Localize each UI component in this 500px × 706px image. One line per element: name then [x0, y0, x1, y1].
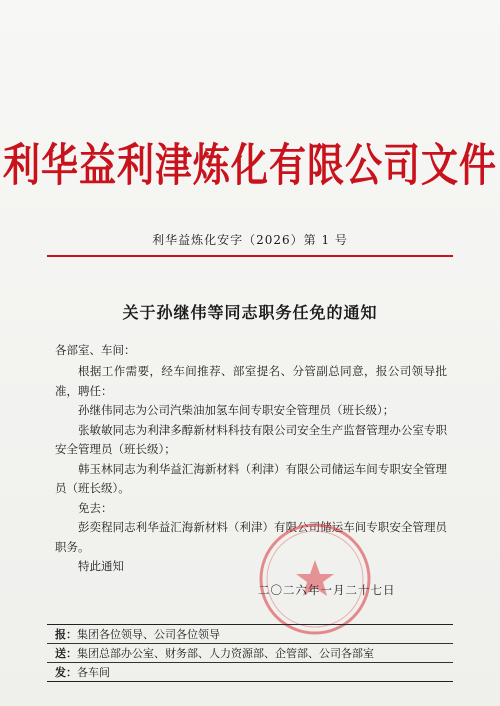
- paragraph: 特此通知: [78, 559, 124, 573]
- distribution-row: [47, 663, 453, 682]
- document-header-title: 利华益利津炼化有限公司文件: [3, 138, 497, 192]
- paragraph: 彭奕程同志利华益汇海新材料（利津）有限公司储运车间专职安全管理员职务。: [55, 520, 447, 554]
- notice-title: 关于孙继伟等同志职务任免的通知: [122, 303, 378, 322]
- distribution-list: [47, 624, 453, 682]
- header-red-rule: [47, 255, 453, 257]
- distribution-label: 发：: [55, 666, 77, 679]
- paragraph: 张敏敏同志为利津多醇新材料科技有限公司安全生产监督管理办公室专职安全管理员（班长级）；: [55, 422, 447, 456]
- paragraph: 孙继伟同志为公司汽柴油加氢车间专职安全管理员（班长级）；: [78, 403, 395, 417]
- distribution-label: 送：: [55, 647, 77, 660]
- paragraph: 韩玉林同志为利华益汇海新材料（利津）有限公司储运车间专职安全管理员（班长级）。: [55, 461, 447, 495]
- distribution-row: [47, 625, 453, 644]
- salutation: 各部室、车间：: [55, 343, 136, 357]
- document-number: 利华益炼化安字（2026）第 1 号: [152, 233, 348, 247]
- distribution-value: 集团各位领导、公司各位领导: [77, 628, 220, 641]
- distribution-value: 集团总部办公室、财务部、人力资源部、企管部、公司各部室: [77, 647, 374, 660]
- paragraph: 免去：: [78, 500, 113, 515]
- paragraph: 根据工作需要，经车间推荐、部室提名、分管副总同意，报公司领导批准，聘任：: [55, 364, 447, 398]
- issue-date: 二〇二六年一月二十七日: [258, 583, 396, 597]
- company-seal-stamp: [256, 520, 374, 638]
- notice-body: [55, 362, 447, 577]
- distribution-row: [47, 644, 453, 663]
- distribution-label: 报：: [55, 628, 77, 641]
- distribution-value: 各车间: [77, 666, 110, 679]
